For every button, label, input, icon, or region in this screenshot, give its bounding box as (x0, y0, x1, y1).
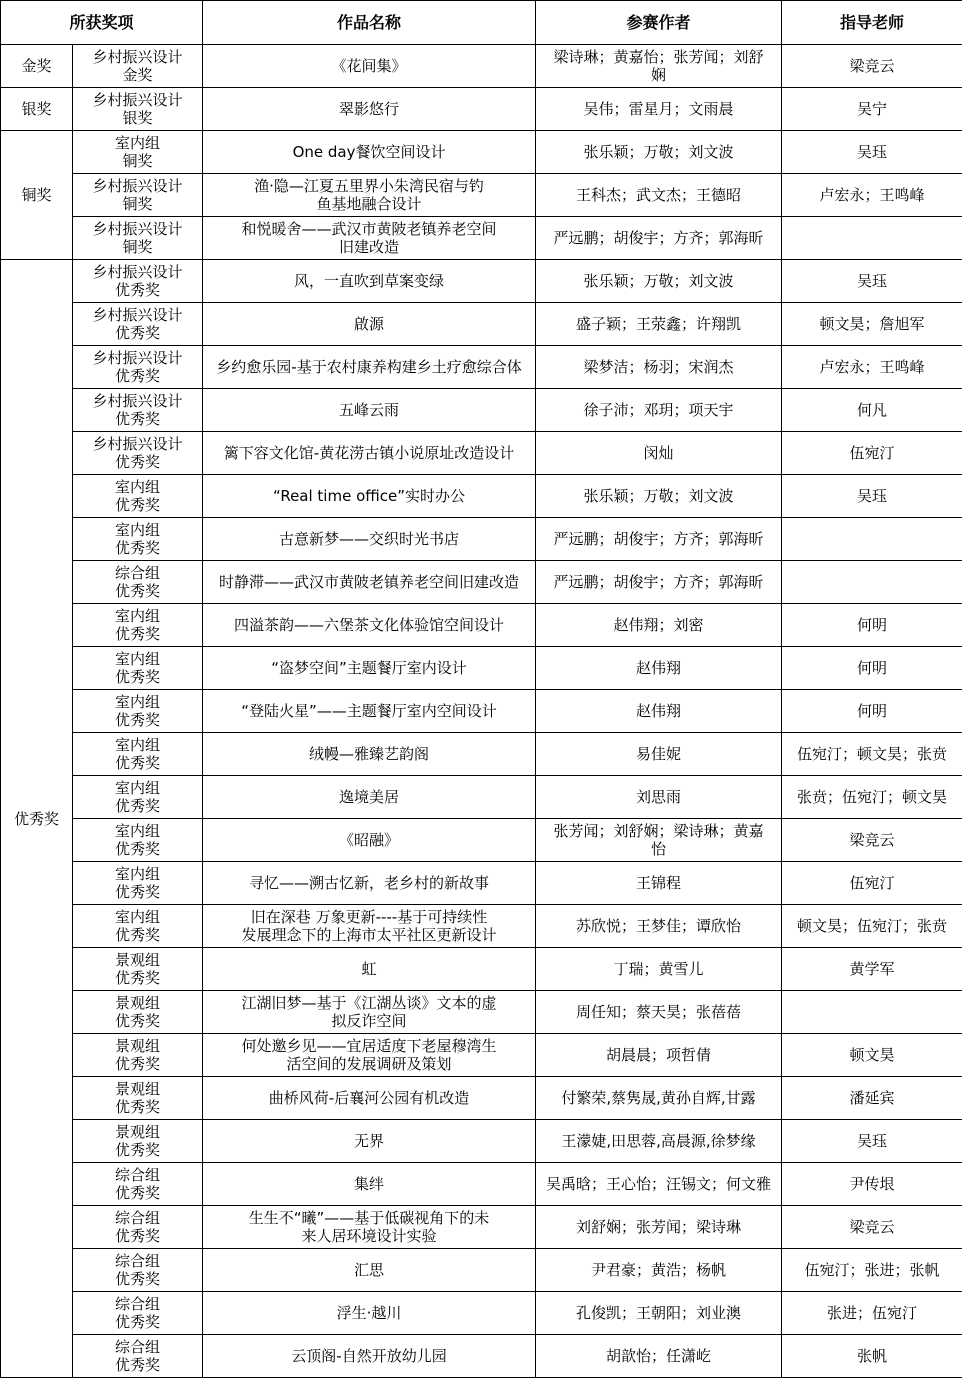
authors-cell: 易佳妮 (536, 733, 782, 776)
advisor-cell: 尹传垠 (782, 1163, 962, 1206)
authors-cell: 王科杰；武文杰；王德昭 (536, 174, 782, 217)
advisor-cell: 何明 (782, 647, 962, 690)
advisor-cell: 何明 (782, 604, 962, 647)
authors-cell: 吴伟；雷星月；文雨晨 (536, 88, 782, 131)
advisor-cell: 梁竞云 (782, 1206, 962, 1249)
title-cell: 风，一直吹到草案变绿 (203, 260, 536, 303)
table-row (1, 1120, 962, 1163)
authors-cell: 吴禹晗；王心怡；汪锡文；何文雅 (536, 1163, 782, 1206)
title-cell: 逸境美居 (203, 776, 536, 819)
advisor-cell: 顿文昊；詹旭军 (782, 303, 962, 346)
category-cell: 景观组 优秀奖 (73, 1120, 203, 1163)
advisor-cell: 黄学军 (782, 948, 962, 991)
title-cell: 无界 (203, 1120, 536, 1163)
title-cell: 绒幔—雅臻艺韵阁 (203, 733, 536, 776)
authors-cell: 严远鹏；胡俊宇；方齐；郭海昕 (536, 217, 782, 260)
authors-cell: 张乐颖；万敬；刘文波 (536, 131, 782, 174)
authors-cell: 梁梦洁；杨羽；宋润杰 (536, 346, 782, 389)
category-cell: 景观组 优秀奖 (73, 1034, 203, 1077)
title-cell: 四溢茶韵——六堡茶文化体验馆空间设计 (203, 604, 536, 647)
table-row (1, 991, 962, 1034)
table-row (1, 948, 962, 991)
table-row (1, 604, 962, 647)
authors-cell: 周任知；蔡天昊；张蓓蓓 (536, 991, 782, 1034)
category-cell: 室内组 优秀奖 (73, 819, 203, 862)
table-row (1, 475, 962, 518)
advisor-cell: 伍宛汀 (782, 862, 962, 905)
title-cell: 篱下容文化馆-黄花涝古镇小说原址改造设计 (203, 432, 536, 475)
category-cell: 综合组 优秀奖 (73, 561, 203, 604)
category-cell: 室内组 优秀奖 (73, 604, 203, 647)
authors-cell: 王锦程 (536, 862, 782, 905)
advisor-cell: 卢宏永；王鸣峰 (782, 346, 962, 389)
table-row (1, 1292, 962, 1335)
awards-body (1, 45, 962, 1378)
category-cell: 综合组 优秀奖 (73, 1335, 203, 1378)
advisor-cell: 吴珏 (782, 1120, 962, 1163)
category-cell: 综合组 优秀奖 (73, 1206, 203, 1249)
authors-cell: 徐子沛；邓玥；项天宇 (536, 389, 782, 432)
advisor-cell (782, 217, 962, 260)
authors-cell: 严远鹏；胡俊宇；方齐；郭海昕 (536, 561, 782, 604)
award-level-cell: 铜奖 (1, 131, 73, 260)
authors-cell: 盛子颖；王荥鑫；许翔凯 (536, 303, 782, 346)
advisor-cell: 顿文昊 (782, 1034, 962, 1077)
header-title: 作品名称 (203, 1, 536, 45)
title-cell: 啟源 (203, 303, 536, 346)
table-row (1, 131, 962, 174)
advisor-cell: 张帆 (782, 1335, 962, 1378)
header-award: 所获奖项 (1, 1, 203, 45)
category-cell: 室内组 优秀奖 (73, 905, 203, 948)
category-cell: 综合组 优秀奖 (73, 1163, 203, 1206)
title-cell: 寻忆——溯古忆新，老乡村的新故事 (203, 862, 536, 905)
advisor-cell: 何凡 (782, 389, 962, 432)
authors-cell: 张乐颖；万敬；刘文波 (536, 475, 782, 518)
title-cell: 古意新梦——交织时光书店 (203, 518, 536, 561)
advisor-cell (782, 518, 962, 561)
title-cell: 《花间集》 (203, 45, 536, 88)
authors-cell: 严远鹏；胡俊宇；方齐；郭海昕 (536, 518, 782, 561)
authors-cell: 闵灿 (536, 432, 782, 475)
category-cell: 乡村振兴设计 金奖 (73, 45, 203, 88)
category-cell: 景观组 优秀奖 (73, 1077, 203, 1120)
advisor-cell: 伍宛汀 (782, 432, 962, 475)
title-cell: 曲桥风荷-后襄河公园有机改造 (203, 1077, 536, 1120)
header-authors: 参赛作者 (536, 1, 782, 45)
table-row (1, 1163, 962, 1206)
category-cell: 综合组 优秀奖 (73, 1249, 203, 1292)
title-cell: 生生不“曦”——基于低碳视角下的未 来人居环境设计实验 (203, 1206, 536, 1249)
title-cell: 何处邀乡见——宜居适度下老屋穆湾生 活空间的发展调研及策划 (203, 1034, 536, 1077)
authors-cell: 梁诗琳；黄嘉怡；张芳闻；刘舒 娴 (536, 45, 782, 88)
table-row (1, 389, 962, 432)
table-row (1, 1206, 962, 1249)
authors-cell: 尹君豪；黄浩；杨帆 (536, 1249, 782, 1292)
authors-cell: 赵伟翔 (536, 647, 782, 690)
table-row (1, 776, 962, 819)
advisor-cell: 顿文昊；伍宛汀；张贲 (782, 905, 962, 948)
authors-cell: 孔俊凯；王朝阳；刘业澳 (536, 1292, 782, 1335)
advisor-cell: 吴珏 (782, 475, 962, 518)
authors-cell: 付繁荣,蔡隽晟,黄孙自辉,甘露 (536, 1077, 782, 1120)
authors-cell: 丁瑞；黄雪儿 (536, 948, 782, 991)
award-level-cell: 金奖 (1, 45, 73, 88)
category-cell: 景观组 优秀奖 (73, 991, 203, 1034)
table-row (1, 647, 962, 690)
category-cell: 乡村振兴设计 优秀奖 (73, 260, 203, 303)
title-cell: 汇思 (203, 1249, 536, 1292)
authors-cell: 刘舒娴；张芳闻；梁诗琳 (536, 1206, 782, 1249)
title-cell: 渔·隐—江夏五里界小朱湾民宿与钓 鱼基地融合设计 (203, 174, 536, 217)
advisor-cell (782, 991, 962, 1034)
table-row (1, 1034, 962, 1077)
table-row (1, 260, 962, 303)
award-level-cell: 优秀奖 (1, 260, 73, 1378)
title-cell: 翠影悠行 (203, 88, 536, 131)
table-row (1, 1077, 962, 1120)
category-cell: 室内组 铜奖 (73, 131, 203, 174)
category-cell: 乡村振兴设计 铜奖 (73, 174, 203, 217)
authors-cell: 刘思雨 (536, 776, 782, 819)
table-row (1, 45, 962, 88)
category-cell: 室内组 优秀奖 (73, 690, 203, 733)
authors-cell: 苏欣悦；王梦佳；谭欣怡 (536, 905, 782, 948)
table-row (1, 1335, 962, 1378)
table-row (1, 174, 962, 217)
title-cell: 浮生·越川 (203, 1292, 536, 1335)
advisor-cell: 张贲；伍宛汀；顿文昊 (782, 776, 962, 819)
advisor-cell: 张进；伍宛汀 (782, 1292, 962, 1335)
title-cell: “登陆火星”——主题餐厅室内空间设计 (203, 690, 536, 733)
advisor-cell: 吴宁 (782, 88, 962, 131)
table-row (1, 905, 962, 948)
table-row (1, 690, 962, 733)
advisor-cell: 卢宏永；王鸣峰 (782, 174, 962, 217)
table-row (1, 346, 962, 389)
category-cell: 景观组 优秀奖 (73, 948, 203, 991)
title-cell: 虹 (203, 948, 536, 991)
advisor-cell: 吴珏 (782, 131, 962, 174)
advisor-cell: 梁竞云 (782, 45, 962, 88)
table-row (1, 303, 962, 346)
title-cell: 乡约愈乐园-基于农村康养构建乡土疗愈综合体 (203, 346, 536, 389)
title-cell: “Real time office”实时办公 (203, 475, 536, 518)
header-advisor: 指导老师 (782, 1, 962, 45)
table-row (1, 1249, 962, 1292)
authors-cell: 赵伟翔；刘密 (536, 604, 782, 647)
category-cell: 乡村振兴设计 优秀奖 (73, 389, 203, 432)
award-level-cell: 银奖 (1, 88, 73, 131)
title-cell: 集绊 (203, 1163, 536, 1206)
advisor-cell: 吴珏 (782, 260, 962, 303)
category-cell: 综合组 优秀奖 (73, 1292, 203, 1335)
category-cell: 室内组 优秀奖 (73, 475, 203, 518)
advisor-cell: 梁竞云 (782, 819, 962, 862)
table-row (1, 733, 962, 776)
category-cell: 乡村振兴设计 银奖 (73, 88, 203, 131)
advisor-cell (782, 561, 962, 604)
category-cell: 室内组 优秀奖 (73, 647, 203, 690)
advisor-cell: 伍宛汀；张进；张帆 (782, 1249, 962, 1292)
authors-cell: 胡晨晨；项哲倩 (536, 1034, 782, 1077)
title-cell: 五峰云雨 (203, 389, 536, 432)
title-cell: 旧在深巷 万象更新----基于可持续性 发展理念下的上海市太平社区更新设计 (203, 905, 536, 948)
category-cell: 乡村振兴设计 优秀奖 (73, 303, 203, 346)
authors-cell: 王濛婕,田思蓉,高晨源,徐梦缘 (536, 1120, 782, 1163)
category-cell: 室内组 优秀奖 (73, 733, 203, 776)
table-row (1, 561, 962, 604)
table-row (1, 518, 962, 561)
table-row (1, 432, 962, 475)
advisor-cell: 潘延宾 (782, 1077, 962, 1120)
category-cell: 室内组 优秀奖 (73, 518, 203, 561)
category-cell: 乡村振兴设计 铜奖 (73, 217, 203, 260)
category-cell: 室内组 优秀奖 (73, 776, 203, 819)
header-row (1, 1, 962, 45)
table-row (1, 819, 962, 862)
category-cell: 乡村振兴设计 优秀奖 (73, 432, 203, 475)
table-row (1, 217, 962, 260)
authors-cell: 赵伟翔 (536, 690, 782, 733)
table-row (1, 862, 962, 905)
title-cell: 江湖旧梦—基于《江湖丛谈》文本的虚 拟反诈空间 (203, 991, 536, 1034)
title-cell: “盗梦空间”主题餐厅室内设计 (203, 647, 536, 690)
advisor-cell: 何明 (782, 690, 962, 733)
advisor-cell: 伍宛汀；顿文昊；张贲 (782, 733, 962, 776)
authors-cell: 张芳闻；刘舒娴；梁诗琳；黄嘉 怡 (536, 819, 782, 862)
title-cell: 《昭融》 (203, 819, 536, 862)
authors-cell: 胡歆怡；任潇屹 (536, 1335, 782, 1378)
table-row (1, 88, 962, 131)
title-cell: 云顶阁-自然开放幼儿园 (203, 1335, 536, 1378)
category-cell: 乡村振兴设计 优秀奖 (73, 346, 203, 389)
title-cell: One day餐饮空间设计 (203, 131, 536, 174)
title-cell: 和悦暖舍——武汉市黄陂老镇养老空间 旧建改造 (203, 217, 536, 260)
authors-cell: 张乐颖；万敬；刘文波 (536, 260, 782, 303)
title-cell: 时静滞——武汉市黄陂老镇养老空间旧建改造 (203, 561, 536, 604)
category-cell: 室内组 优秀奖 (73, 862, 203, 905)
